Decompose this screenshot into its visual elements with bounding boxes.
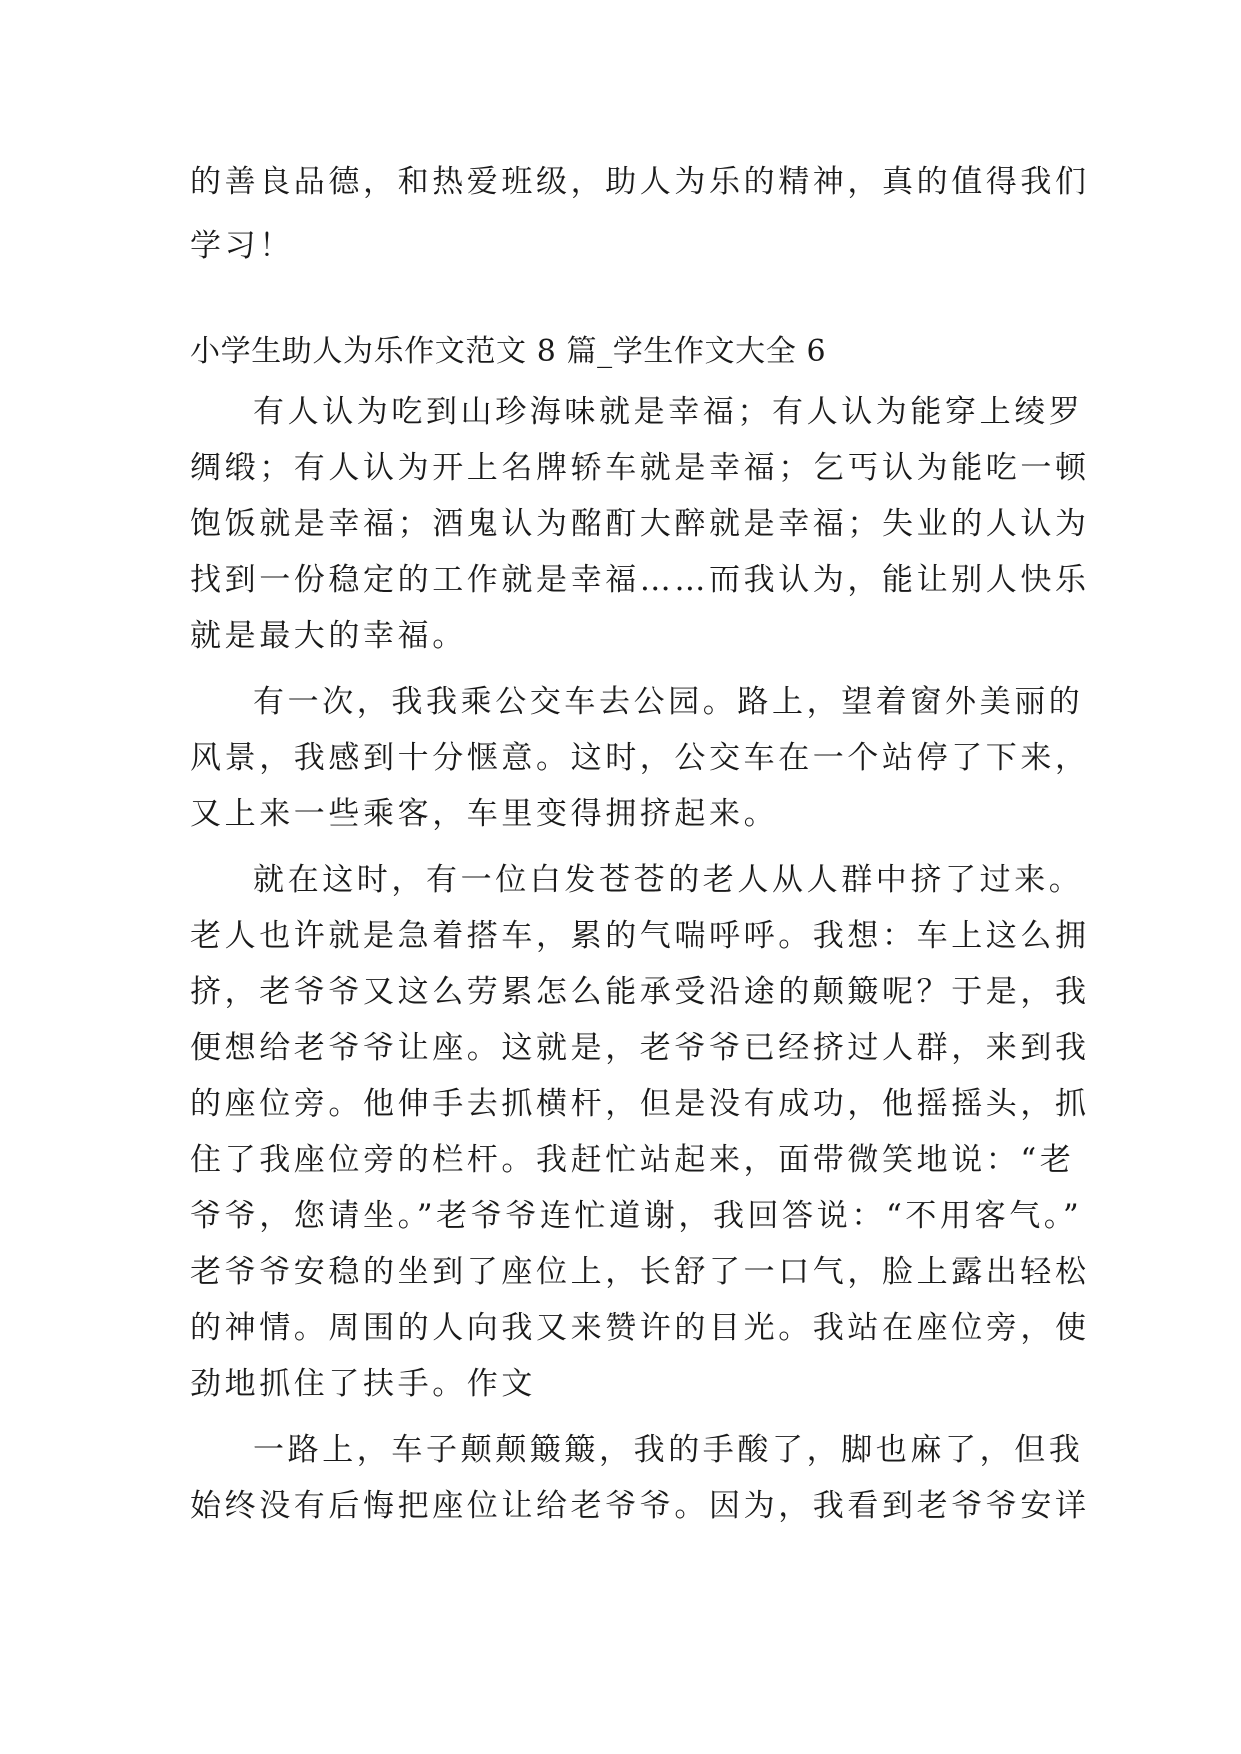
paragraph-4-line-2: 始终没有后悔把座位让给老爷爷。因为，我看到老爷爷安详 bbox=[190, 1488, 1090, 1524]
intro-line-1: 的善良品德，和热爱班级，助人为乐的精神，真的值得我们 bbox=[190, 164, 1090, 200]
paragraph-1-line-2: 绸缎；有人认为开上名牌轿车就是幸福；乞丐认为能吃一顿 bbox=[190, 450, 1090, 486]
paragraph-3-line-5: 的座位旁。他伸手去抓横杆，但是没有成功，他摇摇头，抓 bbox=[190, 1086, 1090, 1122]
paragraph-1-line-4: 找到一份稳定的工作就是幸福……而我认为，能让别人快乐 bbox=[190, 562, 1090, 598]
paragraph-3-line-7: 爷爷，您请坐。”老爷爷连忙道谢，我回答说：“不用客气。” bbox=[190, 1198, 1083, 1234]
paragraph-4-line-1: 一路上，车子颠颠簸簸，我的手酸了，脚也麻了，但我 bbox=[253, 1432, 1084, 1468]
paragraph-3-line-1: 就在这时，有一位白发苍苍的老人从人群中挤了过来。 bbox=[253, 862, 1084, 898]
paragraph-3-line-10: 劲地抓住了扶手。作文 bbox=[190, 1366, 536, 1402]
paragraph-3-line-8: 老爷爷安稳的坐到了座位上，长舒了一口气，脸上露出轻松 bbox=[190, 1254, 1090, 1290]
paragraph-1-line-1: 有人认为吃到山珍海味就是幸福；有人认为能穿上绫罗 bbox=[253, 394, 1084, 430]
paragraph-3-line-2: 老人也许就是急着搭车，累的气喘呼呼。我想：车上这么拥 bbox=[190, 918, 1090, 954]
paragraph-3-line-4: 便想给老爷爷让座。这就是，老爷爷已经挤过人群，来到我 bbox=[190, 1030, 1090, 1066]
paragraph-3-line-9: 的神情。周围的人向我又来赞许的目光。我站在座位旁，使 bbox=[190, 1310, 1090, 1346]
paragraph-2-line-3: 又上来一些乘客，车里变得拥挤起来。 bbox=[190, 796, 779, 832]
paragraph-1-line-3: 饱饭就是幸福；酒鬼认为酩酊大醉就是幸福；失业的人认为 bbox=[190, 506, 1090, 542]
intro-line-2: 学习！ bbox=[190, 228, 294, 264]
paragraph-3-line-3: 挤，老爷爷又这么劳累怎么能承受沿途的颠簸呢？于是，我 bbox=[190, 974, 1090, 1010]
paragraph-1-line-5: 就是最大的幸福。 bbox=[190, 618, 467, 654]
section-title: 小学生助人为乐作文范文 8 篇_学生作文大全 6 bbox=[190, 334, 827, 369]
paragraph-3-line-6: 住了我座位旁的栏杆。我赶忙站起来，面带微笑地说：“老 bbox=[190, 1142, 1075, 1178]
paragraph-2-line-2: 风景，我感到十分惬意。这时，公交车在一个站停了下来， bbox=[190, 740, 1090, 776]
paragraph-2-line-1: 有一次，我我乘公交车去公园。路上，望着窗外美丽的 bbox=[253, 684, 1084, 720]
